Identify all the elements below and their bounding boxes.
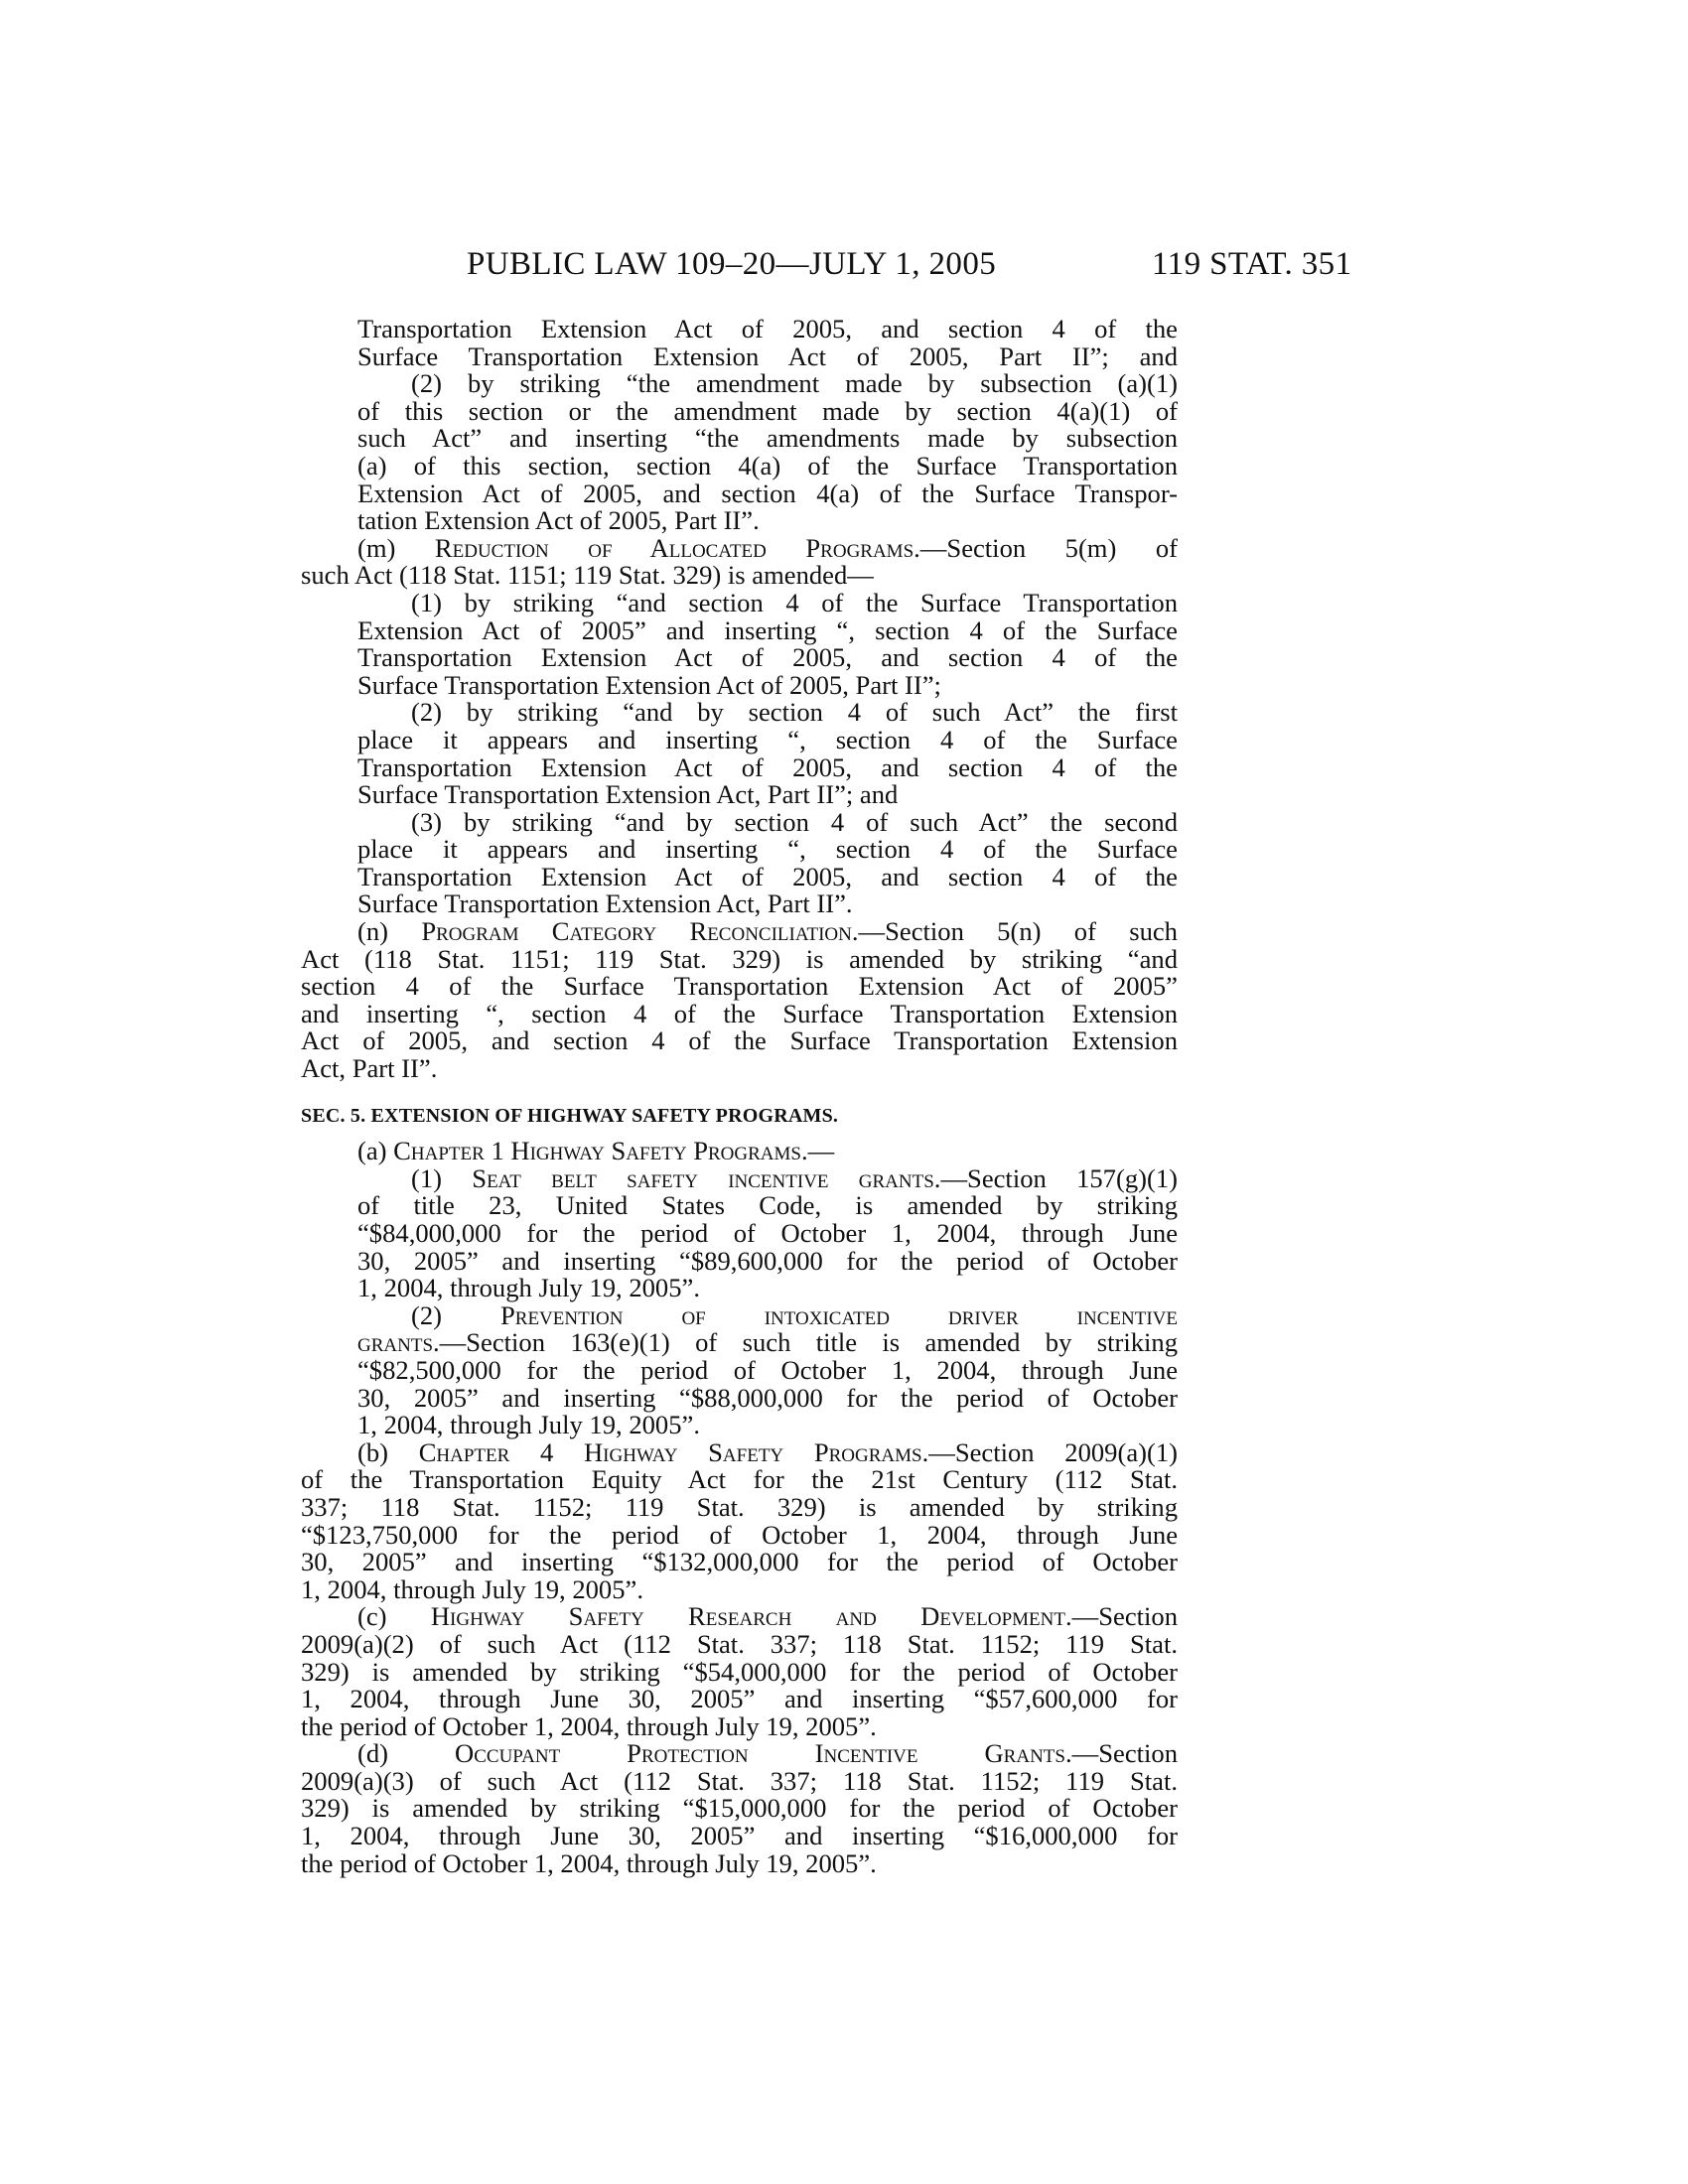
text-line: [301, 1162, 1178, 1193]
text-line: [301, 1466, 1178, 1494]
text-run: (d): [357, 1738, 456, 1769]
text-line: [301, 1710, 1178, 1741]
text-run: .—Section 2009(a)(1): [921, 1436, 1178, 1467]
text-run: Transportation Extension Act of 2005, and section 4 of the: [357, 751, 1178, 782]
text-line: [301, 1628, 1178, 1659]
text-run: the period of October 1, 2004, through July 19, 2005”.: [301, 1710, 877, 1741]
text-line: [301, 890, 1178, 918]
text-run: Act of 2005, and section 4 of the Surface Transportation Extension: [301, 1025, 1178, 1056]
heading-caption: Reduction of Allocated Programs: [434, 532, 914, 563]
text-run: (3) by striking “and by section 4 of such Act” the second: [411, 806, 1178, 837]
text-line: [301, 1847, 1178, 1878]
text-run: (1) by striking “and section 4 of the Surface Transportation: [411, 587, 1178, 617]
text-line: [301, 1549, 1178, 1576]
text-run: 329) is amended by striking “$15,000,000 for the period of October: [301, 1793, 1178, 1824]
text-line: [301, 1299, 1178, 1330]
text-line: [301, 973, 1178, 1001]
heading-caption: Prevention of intoxicated driver incentive: [499, 1299, 1178, 1330]
text-line: [301, 1192, 1178, 1220]
text-run: “$123,750,000 for the period of October 1, 2004, through June: [301, 1519, 1178, 1550]
text-line: [301, 861, 1178, 891]
statute-body-text: [301, 316, 1178, 1877]
text-run: Transportation Extension Act of 2005, and section 4 of the: [357, 861, 1178, 891]
text-run: Extension Act of 2005” and inserting “, section 4 of the Surface: [357, 614, 1178, 645]
text-run: 1, 2004, through July 19, 2005”.: [301, 1573, 643, 1604]
text-run: 30, 2005” and inserting “$89,600,000 for the period of October: [357, 1245, 1178, 1276]
text-run: .—Section 163(e)(1) of such title is amended by striking: [433, 1327, 1178, 1358]
text-line: [301, 1245, 1178, 1276]
heading-caption: grants: [357, 1327, 434, 1358]
text-line: [301, 836, 1178, 864]
text-line: [301, 1795, 1178, 1823]
text-run: 1, 2004, through June 30, 2005” and inserting “$57,600,000 for: [301, 1684, 1178, 1714]
text-line: [301, 1436, 1178, 1467]
text-run: Extension Act of 2005, and section 4(a) of the Surface Transpor-: [357, 478, 1178, 508]
text-run: section 4 of the Surface Transportation Extension Act of 2005”: [301, 971, 1178, 1002]
text-run: (m): [357, 532, 435, 563]
text-run: Surface Transportation Extension Act of 2005, Part II”; and: [357, 341, 1178, 371]
text-run: 30, 2005” and inserting “$132,000,000 for the period of October: [301, 1547, 1178, 1577]
text-run: .—Section 157(g)(1): [933, 1162, 1178, 1193]
text-run: 1, 2004, through July 19, 2005”.: [357, 1410, 700, 1440]
text-line: [301, 1382, 1178, 1413]
text-line: [301, 562, 1178, 590]
text-line: [301, 1055, 1178, 1083]
text-run: of title 23, United States Code, is amended by striking: [357, 1190, 1178, 1221]
text-line: [301, 806, 1178, 837]
text-run: .—Section 5(m) of: [914, 532, 1178, 563]
text-line: [301, 1138, 1178, 1165]
text-run: Transportation Extension Act of 2005, and section 4 of the: [357, 642, 1178, 673]
text-run: (c): [357, 1601, 431, 1632]
text-line: [301, 1519, 1178, 1550]
text-line: [301, 1740, 1178, 1768]
text-run: .—Section: [1064, 1738, 1178, 1769]
section-heading: SEC. 5. EXTENSION OF HIGHWAY SAFETY PROGRAMS.: [301, 1104, 839, 1127]
text-run: (2) by striking “and by section 4 of such Act” the first: [411, 697, 1178, 728]
heading-caption: Highway Safety Research and Development: [430, 1601, 1065, 1632]
text-line: [301, 1656, 1178, 1687]
text-line: [301, 507, 1178, 535]
text-line: [301, 480, 1178, 508]
text-line: [301, 370, 1178, 398]
text-run: 337; 118 Stat. 1152; 119 Stat. 329) is amended by striking: [301, 1491, 1178, 1522]
text-line: [301, 425, 1178, 453]
text-line: [301, 1765, 1178, 1796]
text-line: [301, 1275, 1178, 1302]
text-line: [301, 943, 1178, 974]
text-run: Transportation Extension Act of 2005, and section 4 of the: [357, 314, 1178, 343]
text-line: [301, 450, 1178, 480]
text-line: [301, 1603, 1178, 1631]
text-run: 1, 2004, through July 19, 2005”.: [357, 1273, 700, 1303]
text-run: and inserting “, section 4 of the Surface Transportation Extension: [301, 998, 1178, 1028]
heading-caption: Program Category Reconciliation: [421, 916, 852, 947]
text-run: 2009(a)(2) of such Act (112 Stat. 337; 118 Stat. 1152; 119 Stat.: [301, 1628, 1178, 1659]
text-line: [301, 1491, 1178, 1522]
text-line: [301, 998, 1178, 1028]
text-line: [301, 1686, 1178, 1713]
text-run: tation Extension Act of 2005, Part II”.: [357, 505, 760, 536]
text-line: [301, 1329, 1178, 1357]
text-run: 2009(a)(3) of such Act (112 Stat. 337; 118 Stat. 1152; 119 Stat.: [301, 1765, 1178, 1796]
text-run: such Act” and inserting “the amendments made by subsection: [357, 423, 1178, 454]
statute-page-number: 119 STAT. 351: [1152, 246, 1352, 282]
text-line: [301, 1220, 1178, 1248]
text-run: .—: [800, 1136, 835, 1166]
text-run: place it appears and inserting “, section 4 of the Surface: [357, 834, 1178, 865]
text-line: [301, 1573, 1178, 1604]
text-line: [301, 724, 1178, 754]
text-line: [301, 918, 1178, 946]
text-run: 329) is amended by striking “$54,000,000 for the period of October: [301, 1656, 1178, 1687]
text-line: [301, 781, 1178, 809]
text-line: [301, 1412, 1178, 1439]
section-spacer: [301, 1083, 1178, 1103]
heading-caption: Chapter 4 Highway Safety Programs: [418, 1436, 922, 1467]
text-line: [301, 587, 1178, 617]
text-line: [301, 699, 1178, 727]
text-line: [301, 614, 1178, 645]
text-run: of the Transportation Equity Act for the 21st Century (112 Stat.: [301, 1464, 1178, 1495]
text-run: 30, 2005” and inserting “$88,000,000 for the period of October: [357, 1382, 1178, 1413]
text-run: Surface Transportation Extension Act of 2005, Part II”;: [357, 669, 941, 700]
text-run: Act, Part II”.: [301, 1053, 438, 1084]
text-line: [301, 532, 1178, 563]
text-run: Surface Transportation Extension Act, Part II”.: [357, 888, 853, 919]
text-run: (b): [357, 1436, 419, 1467]
text-run: .—Section 5(n) of such: [851, 916, 1178, 947]
running-head-title: PUBLIC LAW 109–20—JULY 1, 2005: [467, 246, 997, 282]
text-line: [301, 316, 1178, 343]
text-run: place it appears and inserting “, section 4 of the Surface: [357, 724, 1178, 754]
text-line: [301, 1823, 1178, 1850]
text-run: 1, 2004, through June 30, 2005” and inserting “$16,000,000 for: [301, 1821, 1178, 1851]
text-run: (2): [411, 1299, 500, 1330]
text-line: [301, 1354, 1178, 1385]
heading-caption: Chapter 1 Highway Safety Programs: [393, 1136, 801, 1166]
heading-caption: Seat belt safety incentive grants: [472, 1162, 934, 1193]
text-line: [301, 669, 1178, 700]
text-run: (a): [357, 1136, 394, 1166]
text-run: of this section or the amendment made by section 4(a)(1) of: [357, 395, 1178, 426]
text-run: Surface Transportation Extension Act, Part II”; and: [357, 779, 899, 810]
text-line: [301, 1027, 1178, 1055]
text-run: .—Section: [1064, 1601, 1178, 1632]
heading-caption: Occupant Protection Incentive Grants: [455, 1738, 1065, 1769]
text-run: (n): [357, 916, 422, 947]
text-line: [301, 644, 1178, 672]
text-line: [301, 751, 1178, 782]
text-run: (a) of this section, section 4(a) of the Surface Transportation: [357, 450, 1178, 480]
text-run: Act (118 Stat. 1151; 119 Stat. 329) is amended by striking “and: [301, 943, 1178, 974]
text-run: “$84,000,000 for the period of October 1, 2004, through June: [357, 1218, 1178, 1248]
text-line: [301, 343, 1178, 371]
text-run: (2) by striking “the amendment made by subsection (a)(1): [411, 368, 1178, 399]
text-run: (1): [411, 1162, 473, 1193]
text-run: “$82,500,000 for the period of October 1, 2004, through June: [357, 1354, 1178, 1385]
text-run: such Act (118 Stat. 1151; 119 Stat. 329) is amended—: [301, 560, 874, 591]
text-line: [301, 395, 1178, 426]
text-run: the period of October 1, 2004, through July 19, 2005”.: [301, 1847, 877, 1878]
